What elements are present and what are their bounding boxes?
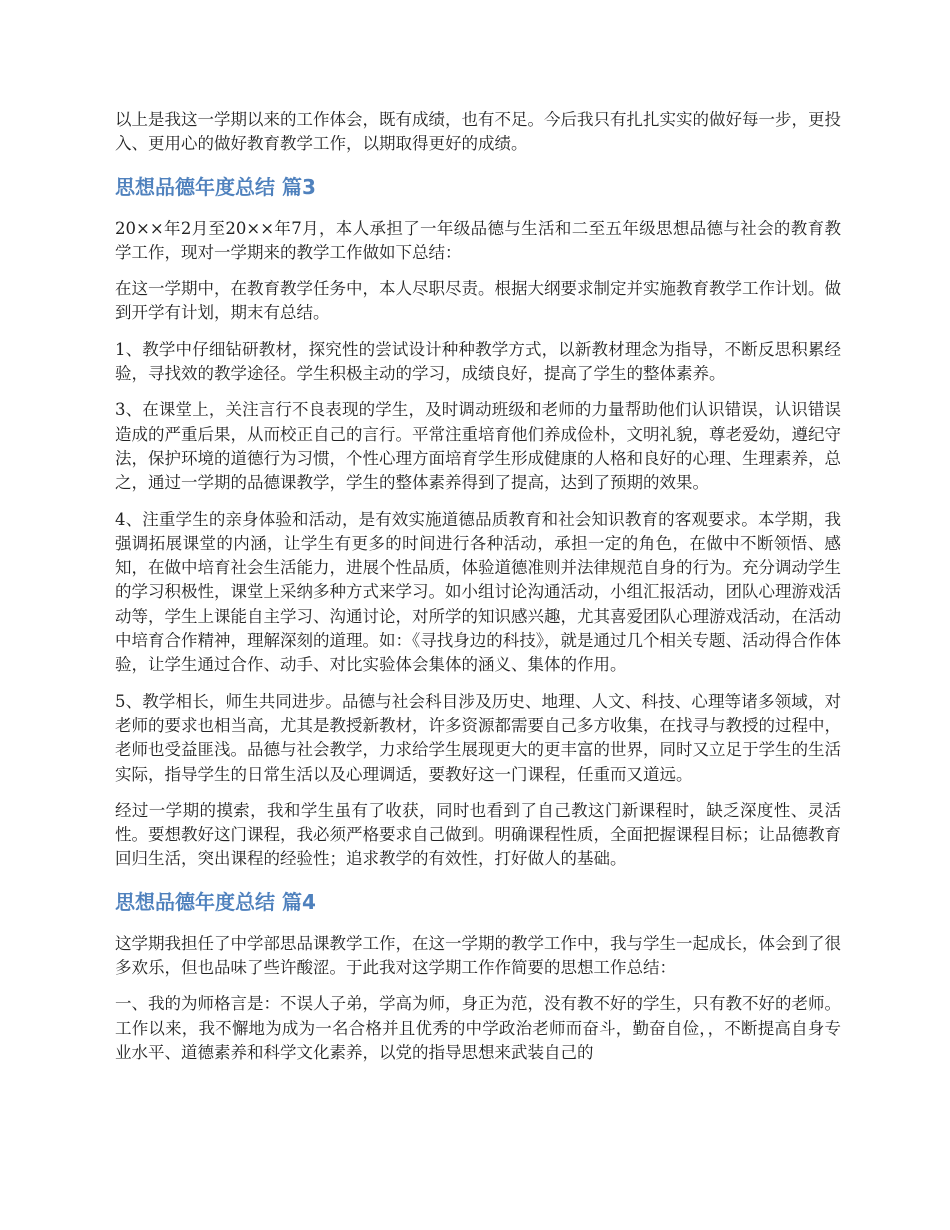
intro-paragraph: 以上是我这一学期以来的工作体会，既有成绩，也有不足。今后我只有扎扎实实的做好每一步，更投入、更用心的做好教育教学工作，以期取得更好的成绩。 — [115, 110, 841, 154]
section-3-paragraph: 4、注重学生的亲身体验和活动，是有效实施道德品质教育和社会知识教育的客观要求。本学期，我强调拓展课堂的内涵，让学生有更多的时间进行各种活动，承担一定的角色，在做中不断领悟、感知，在做中培育社会生活能力，进展个性品质，体验道德准则并法律规范自身的行为。充分调动学生的学习积极性，课堂上采纳多种方式来学习。如小组讨论沟通活动，小组汇报活动，团队心理游戏活动等，学生上课能自主学习、沟通讨论，对所学的知识感兴趣，尤其喜爱团队心理游戏活动，在活动中培育合作精神，理解深刻的道理。如：《寻找身边的科技》，就是通过几个相关专题、活动得合作体验，让学生通过合作、动手、对比实验体会集体的涵义、集体的作用。 — [115, 509, 841, 675]
section-3-paragraph: 在这一学期中，在教育教学任务中，本人尽职尽责。根据大纲要求制定并实施教育教学工作计划。做到开学有计划，期末有总结。 — [115, 279, 841, 323]
section-3-paragraph: 1、教学中仔细钻研教材，探究性的尝试设计种种教学方式，以新教材理念为指导，不断反思积累经验，寻找效的教学途径。学生积极主动的学习，成绩良好，提高了学生的整体素养。 — [115, 339, 841, 384]
section-3-paragraph: 3、在课堂上，关注言行不良表现的学生，及时调动班级和老师的力量帮助他们认识错误，认识错误造成的严重后果，从而校正自己的言行。平常注重培育他们养成俭朴，文明礼貌，尊老爱幼，遵纪守法，保护环境的道德行为习惯，个性心理方面培育学生形成健康的人格和良好的心理、生理素养，总之，通过一学期的品德课教学，学生的整体素养得到了提高，达到了预期的效果。 — [115, 400, 841, 493]
section-3-paragraph: 5、教学相长，师生共同进步。品德与社会科目涉及历史、地理、人文、科技、心理等诸多领域，对老师的要求也相当高，尤其是教授新教材，许多资源都需要自己多方收集，在找寻与教授的过程中，老师也受益匪浅。品德与社会教学，力求给学生展现更大的更丰富的世界，同时又立足于学生的生活实际，指导学生的日常生活以及心理调适，要教好这一门课程，任重而又道远。 — [115, 691, 841, 784]
document-page — [115, 108, 841, 1077]
section-3-paragraph: 经过一学期的摸索，我和学生虽有了收获，同时也看到了自己教这门新课程时，缺乏深度性、灵活性。要想教好这门课程，我必须严格要求自己做到。明确课程性质，全面把握课程目标；让品德教育回归生活，突出课程的经验性；追求教学的有效性，打好做人的基础。 — [115, 800, 841, 869]
section-4-paragraph: 一、我的为师格言是：不误人子弟，学高为师，身正为范，没有教不好的学生，只有教不好的老师。工作以来，我不懈地为成为一名合格并且优秀的中学政治老师而奋斗，勤奋自俭，，不断提高自身专业水平、道德素养和科学文化素养，以党的指导思想来武装自己的 — [115, 994, 841, 1062]
section-3-paragraph: 20××年2月至20××年7月，本人承担了一年级品德与生活和二至五年级思想品德与社会的教育教学工作，现对一学期来的教学工作做如下总结： — [115, 218, 841, 262]
section-4-paragraph: 这学期我担任了中学部思品课教学工作，在这一学期的教学工作中，我与学生一起成长，体会到了很多欢乐，但也品味了些许酸涩。于此我对这学期工作作简要的思想工作总结： — [115, 933, 841, 978]
section-4-heading: 思想品德年度总结 篇4 — [115, 889, 316, 914]
section-3-heading: 思想品德年度总结 篇3 — [115, 174, 316, 199]
